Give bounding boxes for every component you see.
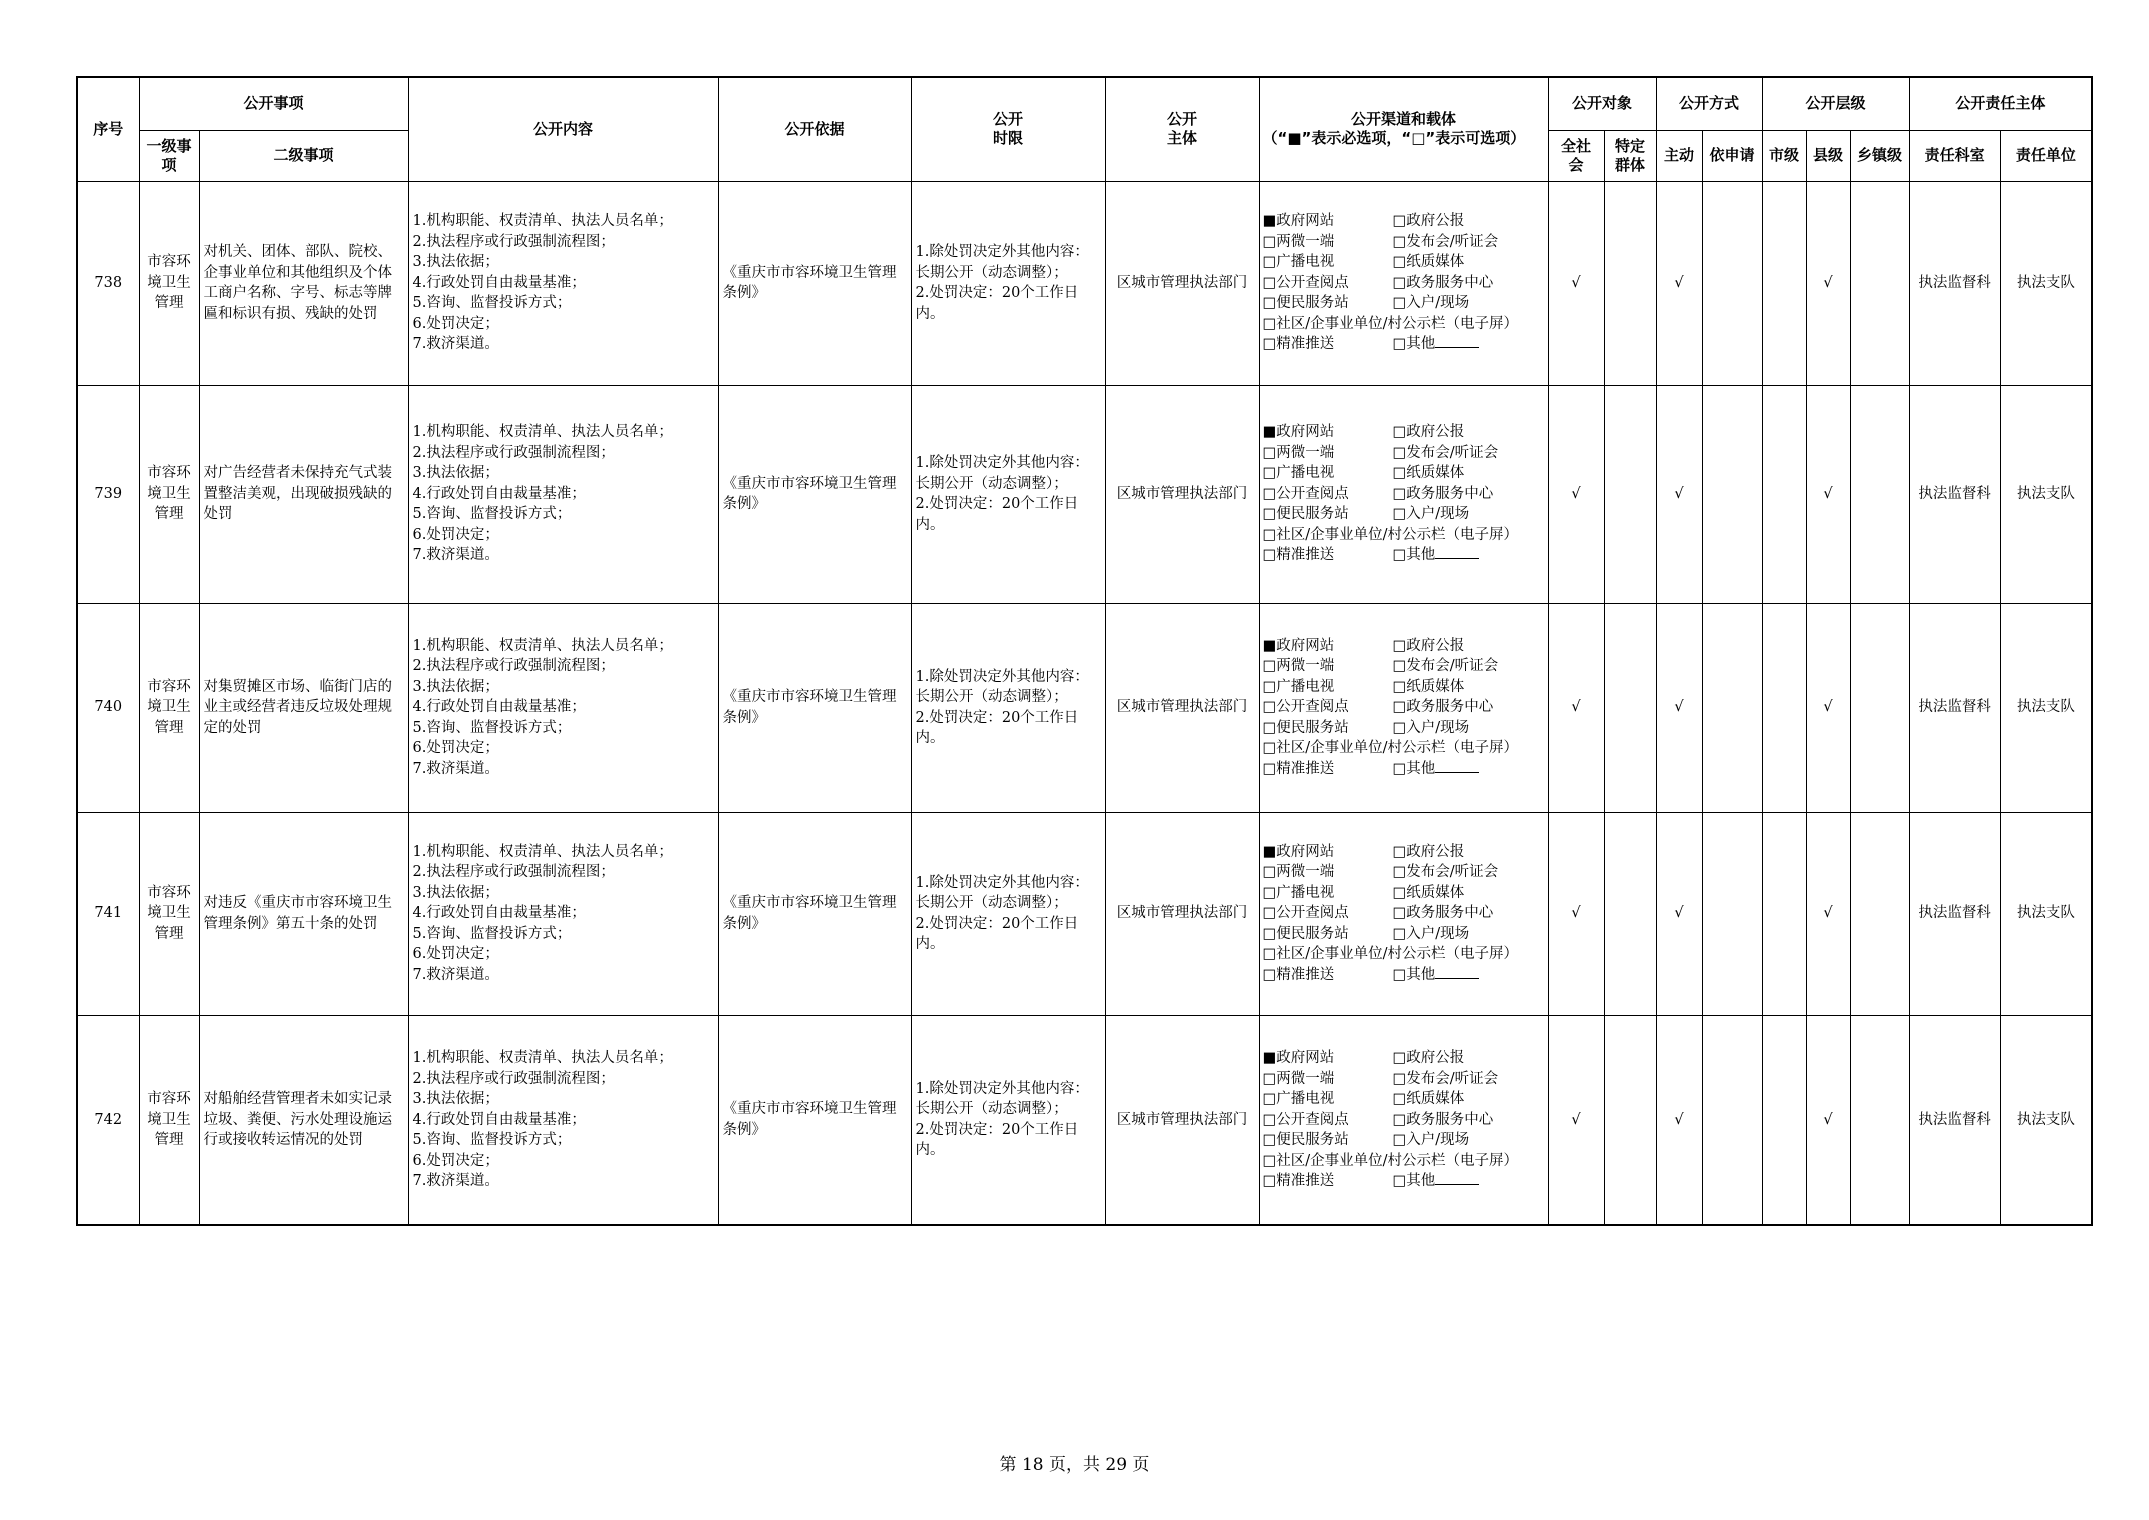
cell-level2: 对广告经营者未保持充气式装置整洁美观，出现破损残缺的处罚 [199, 385, 408, 603]
channel-option: ■政府网站 [1262, 1050, 1335, 1066]
cell-level-city [1762, 812, 1806, 1015]
cell-target-group [1604, 603, 1656, 812]
cell-subject: 区城市管理执法部门 [1105, 812, 1259, 1015]
time-limit-line: 1.除处罚决定外其他内容：长期公开（动态调整）； [915, 455, 1089, 492]
channel-option-community: □社区/企事业单位/村公示栏（电子屏） [1262, 315, 1518, 332]
cell-level1: 市容环境卫生管理 [139, 181, 199, 385]
header-level: 公开层级 [1762, 77, 1909, 130]
channel-option-other [1393, 1171, 1543, 1192]
cell-level1: 市容环境卫生管理 [139, 812, 199, 1015]
cell-seq: 739 [77, 385, 139, 603]
header-target-all: 全社会 [1548, 130, 1604, 181]
channel-option: □纸质媒体 [1392, 884, 1465, 901]
cell-time-limit [911, 385, 1105, 603]
content-line: 5.咨询、监督投诉方式； [412, 506, 572, 523]
channel-option: □便民服务站 [1262, 295, 1349, 312]
content-line: 1.机构职能、权责清单、执法人员名单； [412, 424, 673, 441]
channel-option: □政府公报 [1392, 424, 1465, 441]
channel-option: □政务服务中心 [1392, 274, 1494, 291]
content-line: 2.执法程序或行政强制流程图； [412, 864, 615, 881]
cell-level1: 市容环境卫生管理 [139, 1015, 199, 1225]
header-target-group: 特定群体 [1604, 130, 1656, 181]
cell-time-limit [911, 181, 1105, 385]
time-limit-line: 1.除处罚决定外其他内容：长期公开（动态调整）； [915, 874, 1089, 911]
cell-level-town [1850, 181, 1909, 385]
channel-option-other [1393, 759, 1543, 780]
channel-option-community: □社区/企事业单位/村公示栏（电子屏） [1262, 946, 1518, 963]
channel-option: □广播电视 [1262, 254, 1335, 271]
cell-level-county: √ [1806, 812, 1850, 1015]
table-row [77, 181, 2092, 385]
header-seq: 序号 [77, 77, 139, 181]
channel-option-other-label: □其他 [1392, 1173, 1436, 1189]
channel-option: □政府公报 [1392, 213, 1465, 230]
cell-basis: 《重庆市市容环境卫生管理条例》 [718, 385, 911, 603]
cell-method-apply [1702, 181, 1762, 385]
channel-option: □发布会/听证会 [1392, 233, 1499, 250]
channel-option: ■政府网站 [1262, 843, 1335, 860]
fill-in-blank [1435, 1172, 1479, 1185]
cell-subject: 区城市管理执法部门 [1105, 603, 1259, 812]
cell-channels [1259, 812, 1548, 1015]
channel-option: ■政府网站 [1262, 213, 1335, 230]
channel-option-other [1393, 334, 1543, 355]
header-level-city: 市级 [1762, 130, 1806, 181]
cell-resp-unit: 执法支队 [2000, 181, 2092, 385]
cell-target-group [1604, 1015, 1656, 1225]
cell-level-county: √ [1806, 603, 1850, 812]
channel-option: □公开查阅点 [1262, 905, 1349, 922]
content-line: 3.执法依据； [412, 1091, 499, 1107]
cell-level-city [1762, 1015, 1806, 1225]
channel-option-other [1393, 545, 1543, 566]
header-level1: 一级事项 [139, 130, 199, 181]
channel-option: □两微一端 [1262, 864, 1335, 881]
content-line: 7.救济渠道。 [412, 336, 499, 353]
channel-option-push: □精准推送 [1262, 760, 1335, 777]
content-line: 1.机构职能、权责清单、执法人员名单； [412, 1050, 673, 1066]
cell-method-apply [1702, 1015, 1762, 1225]
channel-option: □便民服务站 [1262, 719, 1349, 736]
cell-method-apply [1702, 385, 1762, 603]
content-line: 7.救济渠道。 [412, 547, 499, 564]
content-line: 6.处罚决定； [412, 1152, 499, 1169]
cell-resp-unit: 执法支队 [2000, 385, 2092, 603]
channel-option: □两微一端 [1262, 444, 1335, 461]
channel-option: □公开查阅点 [1262, 485, 1349, 502]
disclosure-table [76, 76, 2093, 1226]
channel-option: ■政府网站 [1262, 424, 1335, 441]
content-line: 7.救济渠道。 [412, 1173, 499, 1189]
time-limit-line: 1.除处罚决定外其他内容：长期公开（动态调整）； [915, 668, 1089, 705]
channel-option: □发布会/听证会 [1392, 444, 1499, 461]
cell-time-limit [911, 812, 1105, 1015]
table-body [77, 181, 2092, 1225]
channel-option: □广播电视 [1262, 1091, 1335, 1107]
cell-channels [1259, 603, 1548, 812]
cell-level2: 对船舶经营管理者未如实记录垃圾、粪便、污水处理设施运行或接收转运情况的处罚 [199, 1015, 408, 1225]
channel-option-other-label: □其他 [1392, 336, 1436, 353]
time-limit-line: 1.除处罚决定外其他内容：长期公开（动态调整）； [915, 244, 1089, 281]
cell-method-active: √ [1656, 812, 1702, 1015]
channel-option: □政府公报 [1392, 1050, 1465, 1066]
cell-resp-unit: 执法支队 [2000, 603, 2092, 812]
fill-in-blank [1435, 546, 1479, 559]
channel-option-push: □精准推送 [1262, 966, 1335, 983]
fill-in-blank [1435, 760, 1479, 773]
channel-option: □发布会/听证会 [1392, 864, 1499, 881]
channel-option-other-label: □其他 [1392, 966, 1436, 983]
cell-resp-office: 执法监督科 [1909, 181, 2000, 385]
cell-resp-office: 执法监督科 [1909, 812, 2000, 1015]
cell-level-town [1850, 1015, 1909, 1225]
content-line: 3.执法依据； [412, 254, 499, 271]
content-line: 4.行政处罚自由裁量基准； [412, 274, 586, 291]
channel-grid [1260, 842, 1548, 986]
channel-option: □入户/现场 [1392, 1132, 1470, 1148]
channel-option: □纸质媒体 [1392, 465, 1465, 482]
content-line: 6.处罚决定； [412, 740, 499, 757]
fill-in-blank [1435, 966, 1479, 979]
content-line: 1.机构职能、权责清单、执法人员名单； [412, 637, 673, 654]
channel-option-push: □精准推送 [1262, 336, 1335, 353]
cell-method-apply [1702, 603, 1762, 812]
cell-target-all: √ [1548, 385, 1604, 603]
channel-option: □发布会/听证会 [1392, 1070, 1499, 1087]
cell-resp-unit: 执法支队 [2000, 812, 2092, 1015]
time-limit-line: 2.处罚决定：20个工作日内。 [915, 285, 1079, 322]
channel-option: □入户/现场 [1392, 925, 1470, 942]
channel-option: □公开查阅点 [1262, 699, 1349, 716]
cell-subject: 区城市管理执法部门 [1105, 385, 1259, 603]
cell-content [408, 603, 718, 812]
cell-basis: 《重庆市市容环境卫生管理条例》 [718, 1015, 911, 1225]
cell-channels [1259, 181, 1548, 385]
header-resp: 公开责任主体 [1909, 77, 2092, 130]
page-footer: 第 18 页，共 29 页 [999, 1455, 1150, 1475]
content-line: 4.行政处罚自由裁量基准； [412, 699, 586, 716]
content-line: 2.执法程序或行政强制流程图； [412, 233, 615, 250]
cell-resp-unit: 执法支队 [2000, 1015, 2092, 1225]
cell-level-county: √ [1806, 1015, 1850, 1225]
cell-target-all: √ [1548, 812, 1604, 1015]
cell-time-limit [911, 1015, 1105, 1225]
cell-target-all: √ [1548, 1015, 1604, 1225]
cell-subject: 区城市管理执法部门 [1105, 1015, 1259, 1225]
cell-level-county: √ [1806, 181, 1850, 385]
content-line: 5.咨询、监督投诉方式； [412, 925, 572, 942]
header-method-active: 主动 [1656, 130, 1702, 181]
content-line: 6.处罚决定； [412, 526, 499, 543]
channel-option: □政务服务中心 [1392, 1111, 1494, 1128]
channel-option-other-label: □其他 [1392, 760, 1436, 777]
cell-channels [1259, 1015, 1548, 1225]
channel-option: □便民服务站 [1262, 1132, 1349, 1148]
channel-option: ■政府网站 [1262, 637, 1335, 654]
channel-option-other-label: □其他 [1392, 547, 1436, 564]
channel-option: □政务服务中心 [1392, 485, 1494, 502]
content-line: 4.行政处罚自由裁量基准； [412, 485, 586, 502]
cell-basis: 《重庆市市容环境卫生管理条例》 [718, 812, 911, 1015]
header-method-apply: 依申请 [1702, 130, 1762, 181]
channel-option: □纸质媒体 [1392, 254, 1465, 271]
cell-resp-office: 执法监督科 [1909, 385, 2000, 603]
content-line: 3.执法依据； [412, 884, 499, 901]
content-line: 6.处罚决定； [412, 946, 499, 963]
channel-option: □公开查阅点 [1262, 274, 1349, 291]
fill-in-blank [1435, 335, 1479, 348]
cell-method-apply [1702, 812, 1762, 1015]
header-time-limit: 公开 时限 [911, 77, 1105, 181]
content-line: 5.咨询、监督投诉方式； [412, 295, 572, 312]
content-line: 1.机构职能、权责清单、执法人员名单； [412, 843, 673, 860]
channel-option: □政府公报 [1392, 843, 1465, 860]
content-line: 4.行政处罚自由裁量基准； [412, 905, 586, 922]
cell-content [408, 385, 718, 603]
table-row [77, 1015, 2092, 1225]
content-line: 7.救济渠道。 [412, 966, 499, 983]
header-resp-office: 责任科室 [1909, 130, 2000, 181]
cell-method-active: √ [1656, 603, 1702, 812]
content-line: 1.机构职能、权责清单、执法人员名单； [412, 213, 673, 230]
cell-seq: 742 [77, 1015, 139, 1225]
channel-option: □政务服务中心 [1392, 905, 1494, 922]
header-subject: 公开 主体 [1105, 77, 1259, 181]
channel-option: □便民服务站 [1262, 506, 1349, 523]
cell-seq: 741 [77, 812, 139, 1015]
channel-option-push: □精准推送 [1262, 547, 1335, 564]
content-line: 5.咨询、监督投诉方式； [412, 1132, 572, 1148]
cell-level2: 对机关、团体、部队、院校、企事业单位和其他组织及个体工商户名称、字号、标志等牌匾和标识有损、残缺的处罚 [199, 181, 408, 385]
cell-content [408, 181, 718, 385]
cell-method-active: √ [1656, 385, 1702, 603]
time-limit-line: 2.处罚决定：20个工作日内。 [915, 915, 1079, 952]
header-content: 公开内容 [408, 77, 718, 181]
channel-option: □广播电视 [1262, 884, 1335, 901]
cell-level1: 市容环境卫生管理 [139, 603, 199, 812]
channel-grid [1260, 422, 1548, 566]
table-row [77, 812, 2092, 1015]
channel-option: □广播电视 [1262, 465, 1335, 482]
cell-level-town [1850, 812, 1909, 1015]
cell-level-county: √ [1806, 385, 1850, 603]
cell-method-active: √ [1656, 1015, 1702, 1225]
cell-level-town [1850, 603, 1909, 812]
channel-grid [1260, 1048, 1548, 1192]
header-channel [1259, 77, 1548, 181]
time-limit-line: 1.除处罚决定外其他内容：长期公开（动态调整）； [915, 1080, 1089, 1118]
channel-grid [1260, 636, 1548, 780]
header-matter: 公开事项 [139, 77, 408, 130]
channel-option: □入户/现场 [1392, 719, 1470, 736]
content-line: 2.执法程序或行政强制流程图； [412, 1070, 615, 1087]
content-line: 7.救济渠道。 [412, 760, 499, 777]
cell-target-all: √ [1548, 181, 1604, 385]
cell-level2: 对集贸摊区市场、临街门店的业主或经营者违反垃圾处理规定的处罚 [199, 603, 408, 812]
cell-level-city [1762, 385, 1806, 603]
channel-option: □入户/现场 [1392, 506, 1470, 523]
table-row [77, 603, 2092, 812]
content-line: 5.咨询、监督投诉方式； [412, 719, 572, 736]
table-row [77, 385, 2092, 603]
time-limit-line: 2.处罚决定：20个工作日内。 [915, 1121, 1079, 1159]
content-line: 3.执法依据； [412, 465, 499, 482]
cell-level2: 对违反《重庆市市容环境卫生管理条例》第五十条的处罚 [199, 812, 408, 1015]
cell-seq: 738 [77, 181, 139, 385]
channel-option-community: □社区/企事业单位/村公示栏（电子屏） [1262, 740, 1518, 757]
cell-content [408, 812, 718, 1015]
channel-option: □发布会/听证会 [1392, 658, 1499, 675]
cell-seq: 740 [77, 603, 139, 812]
channel-option: □便民服务站 [1262, 925, 1349, 942]
channel-grid [1260, 211, 1548, 355]
channel-option-push: □精准推送 [1262, 1173, 1335, 1189]
channel-option: □公开查阅点 [1262, 1111, 1349, 1128]
cell-subject: 区城市管理执法部门 [1105, 181, 1259, 385]
content-line: 2.执法程序或行政强制流程图； [412, 444, 615, 461]
channel-option: □入户/现场 [1392, 295, 1470, 312]
cell-target-group [1604, 812, 1656, 1015]
channel-option: □政府公报 [1392, 637, 1465, 654]
header-channel-note: （“■”表示必选项，“□”表示可选项） [1262, 129, 1526, 148]
cell-level-city [1762, 603, 1806, 812]
header-level-county: 县级 [1806, 130, 1850, 181]
header-resp-unit: 责任单位 [2000, 130, 2092, 181]
cell-level-city [1762, 181, 1806, 385]
channel-option-other [1393, 965, 1543, 986]
time-limit-line: 2.处罚决定：20个工作日内。 [915, 709, 1079, 746]
channel-option-community: □社区/企事业单位/村公示栏（电子屏） [1262, 1152, 1518, 1169]
content-line: 4.行政处罚自由裁量基准； [412, 1111, 586, 1128]
cell-target-all: √ [1548, 603, 1604, 812]
channel-option: □纸质媒体 [1392, 1091, 1465, 1107]
header-target: 公开对象 [1548, 77, 1656, 130]
channel-option: □两微一端 [1262, 1070, 1335, 1087]
time-limit-line: 2.处罚决定：20个工作日内。 [915, 496, 1079, 533]
cell-resp-office: 执法监督科 [1909, 603, 2000, 812]
cell-level1: 市容环境卫生管理 [139, 385, 199, 603]
cell-resp-office: 执法监督科 [1909, 1015, 2000, 1225]
channel-option: □广播电视 [1262, 678, 1335, 695]
header-level2: 二级事项 [199, 130, 408, 181]
header-channel-title: 公开渠道和载体 [1351, 110, 1457, 129]
cell-basis: 《重庆市市容环境卫生管理条例》 [718, 603, 911, 812]
content-line: 6.处罚决定； [412, 315, 499, 332]
header-basis: 公开依据 [718, 77, 911, 181]
cell-content [408, 1015, 718, 1225]
channel-option: □两微一端 [1262, 658, 1335, 675]
cell-target-group [1604, 385, 1656, 603]
content-line: 2.执法程序或行政强制流程图； [412, 658, 615, 675]
cell-time-limit [911, 603, 1105, 812]
header-level-town: 乡镇级 [1850, 130, 1909, 181]
cell-channels [1259, 385, 1548, 603]
channel-option: □政务服务中心 [1392, 699, 1494, 716]
cell-level-town [1850, 385, 1909, 603]
cell-target-group [1604, 181, 1656, 385]
cell-method-active: √ [1656, 181, 1702, 385]
disclosure-table-sheet [76, 76, 2076, 1224]
channel-option: □两微一端 [1262, 233, 1335, 250]
channel-option-community: □社区/企事业单位/村公示栏（电子屏） [1262, 526, 1518, 543]
channel-option: □纸质媒体 [1392, 678, 1465, 695]
content-line: 3.执法依据； [412, 678, 499, 695]
header-method: 公开方式 [1656, 77, 1762, 130]
cell-basis: 《重庆市市容环境卫生管理条例》 [718, 181, 911, 385]
